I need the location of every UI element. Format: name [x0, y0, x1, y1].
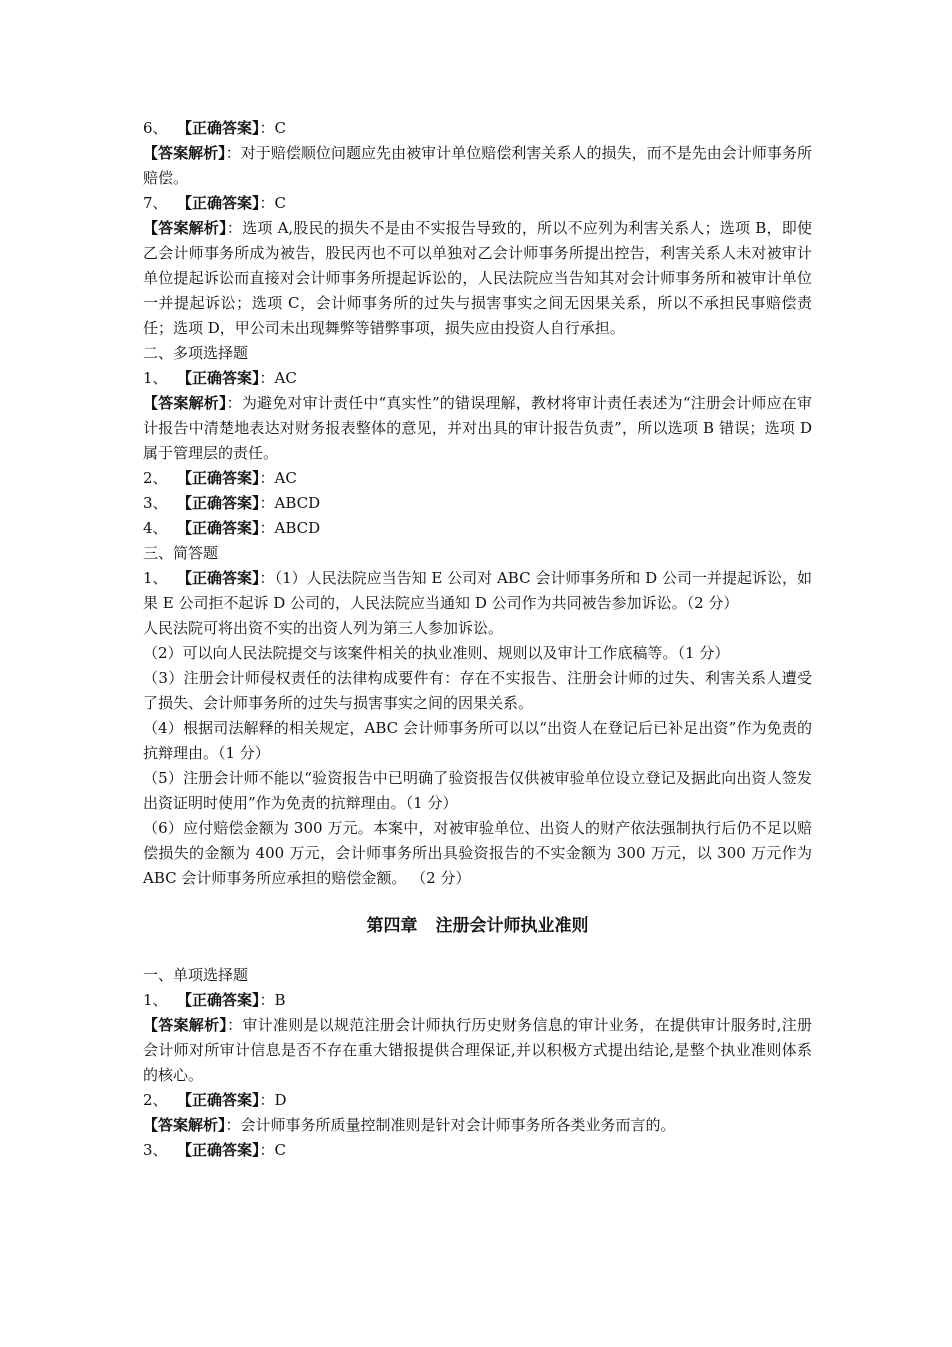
analysis-paragraph: [143, 216, 812, 341]
answer-line: [143, 1138, 812, 1163]
answer-section-chapter3: [143, 116, 812, 891]
question-number: 3、: [143, 1141, 168, 1159]
answer-label: 【正确答案】: [177, 494, 260, 512]
question-number: 2、: [143, 1091, 168, 1109]
analysis-paragraph: [143, 391, 812, 466]
text-line: （2）可以向人民法院提交与该案件相关的执业准则、规则以及审计工作底稿等。（1 分）: [143, 644, 730, 662]
analysis-text: 选项 A,股民的损失不是由不实报告导致的，所以不应列为利害关系人；选项 B，即使乙会计师事务所成为被告，股民丙也不可以单独对乙会计师事务所提出控告，利害关系人未对被审计单位提起诉讼而直接对会计师事务所提起诉讼的，人民法院应当告知其对会计师事务所和被审计单位一并提起诉讼；选项 C，会计师事务所的过失与损害事实之间无因果关系，所以不承担民事赔偿责任；选项 D，甲公司未出现舞弊等错弊事项，损失应由投资人自行承担。: [143, 219, 812, 337]
text-line: （4）根据司法解释的相关规定，ABC 会计师事务所可以以“出资人在登记后已补足出资”作为免责的抗辩理由。（1 分）: [143, 719, 812, 762]
analysis-label: 【答案解析】: [143, 1116, 226, 1134]
analysis-colon: ：: [225, 1116, 241, 1134]
analysis-text: 会计师事务所质量控制准则是针对会计师事务所各类业务而言的。: [240, 1116, 676, 1134]
analysis-text: 为避免对审计责任中“真实性”的错误理解，教材将审计责任表述为“注册会计师应在审计报告中清楚地表达对财务报表整体的意见，并对出具的审计报告负责”，所以选项 B 错误；选项 D 属于管理层的责任。: [143, 394, 812, 462]
analysis-colon: ：: [227, 1016, 243, 1034]
answer-line: [143, 1088, 812, 1113]
answer-value: C: [274, 194, 287, 212]
answer-value: ABCD: [274, 494, 321, 512]
answer-value: ABCD: [274, 519, 321, 537]
question-number: 1、: [143, 369, 168, 387]
answer-line: [143, 491, 812, 516]
question-number: 2、: [143, 469, 168, 487]
analysis-label: 【答案解析】: [143, 394, 227, 412]
answer-colon: ：: [259, 369, 275, 387]
answer-label: 【正确答案】: [177, 119, 260, 137]
answer-colon: ：: [259, 1141, 275, 1159]
answer-line: [143, 516, 812, 541]
answer-colon: ：: [259, 519, 275, 537]
answer-section-chapter4: [143, 963, 812, 1163]
analysis-text: 对于赔偿顺位问题应先由被审计单位赔偿利害关系人的损失，而不是先由会计师事务所赔偿。: [143, 144, 812, 187]
answer-label: 【正确答案】: [177, 991, 260, 1009]
answer-label: 【正确答案】: [177, 569, 260, 587]
text-line: （5）注册会计师不能以“验资报告中已明确了验资报告仅供被审验单位设立登记及据此向出资人签发出资证明时使用”作为免责的抗辩理由。（1 分）: [143, 769, 812, 812]
answer-line: [143, 566, 812, 616]
chapter-heading: [143, 913, 812, 939]
answer-colon: ：: [259, 119, 275, 137]
answer-colon: ：: [259, 569, 275, 587]
answer-label: 【正确答案】: [177, 519, 260, 537]
answer-colon: ：: [259, 494, 275, 512]
answer-value: C: [274, 1141, 287, 1159]
question-number: 7、: [143, 194, 168, 212]
question-number: 4、: [143, 519, 168, 537]
analysis-colon: ：: [225, 144, 241, 162]
analysis-text: 审计准则是以规范注册会计师执行历史财务信息的审计业务，在提供审计服务时,注册会计师对所审计信息是否不存在重大错报提供合理保证,并以积极方式提出结论,是整个执业准则体系的核心。: [143, 1016, 812, 1084]
answer-colon: ：: [259, 991, 275, 1009]
answer-colon: ：: [259, 194, 275, 212]
answer-line: [143, 466, 812, 491]
analysis-paragraph: [143, 141, 812, 191]
answer-colon: ：: [259, 1091, 275, 1109]
text-line: 二、多项选择题: [143, 344, 249, 362]
answer-label: 【正确答案】: [177, 1091, 260, 1109]
answer-label: 【正确答案】: [177, 1141, 260, 1159]
analysis-label: 【答案解析】: [143, 219, 227, 237]
answer-label: 【正确答案】: [177, 469, 260, 487]
text-line: （6）应付赔偿金额为 300 万元。本案中，对被审验单位、出资人的财产依法强制执行后仍不足以赔偿损失的金额为 400 万元，会计师事务所出具验资报告的不实金额为 300 万元，以 300 万元作为 ABC 会计师事务所应承担的赔偿金额。 （2 分）: [143, 819, 812, 887]
answer-value: B: [274, 991, 286, 1009]
answer-value: （1）人民法院应当告知 E 公司对 ABC 会计师事务所和 D 公司一并提起诉讼，如果 E 公司拒不起诉 D 公司的，人民法院应当通知 D 公司作为共同被告参加诉讼。（2 分）: [143, 569, 812, 612]
analysis-colon: ：: [226, 219, 243, 237]
answer-value: AC: [274, 369, 297, 387]
analysis-colon: ：: [226, 394, 242, 412]
chapter-title: 注册会计师执业准则: [435, 916, 589, 936]
text-line: 一、单项选择题: [143, 966, 249, 984]
answer-value: C: [274, 119, 287, 137]
question-number: 3、: [143, 494, 168, 512]
text-line: 三、简答题: [143, 544, 219, 562]
question-number: 6、: [143, 119, 168, 137]
answer-value: AC: [274, 469, 297, 487]
answer-label: 【正确答案】: [177, 369, 260, 387]
text-line: 人民法院可将出资不实的出资人列为第三人参加诉讼。: [143, 619, 504, 637]
answer-label: 【正确答案】: [177, 194, 260, 212]
analysis-label: 【答案解析】: [143, 1016, 228, 1034]
answer-colon: ：: [259, 469, 275, 487]
text-line: （3）注册会计师侵权责任的法律构成要件有：存在不实报告、注册会计师的过失、利害关系人遭受了损失、会计师事务所的过失与损害事实之间的因果关系。: [143, 669, 812, 712]
analysis-paragraph: [143, 1113, 812, 1138]
question-number: 1、: [143, 569, 168, 587]
analysis-paragraph: [143, 1013, 812, 1088]
answer-value: D: [274, 1091, 287, 1109]
question-number: 1、: [143, 991, 168, 1009]
answer-line: [143, 191, 812, 216]
chapter-number: 第四章: [366, 916, 418, 936]
answer-line: [143, 988, 812, 1013]
answer-line: [143, 366, 812, 391]
answer-line: [143, 116, 812, 141]
analysis-label: 【答案解析】: [143, 144, 226, 162]
